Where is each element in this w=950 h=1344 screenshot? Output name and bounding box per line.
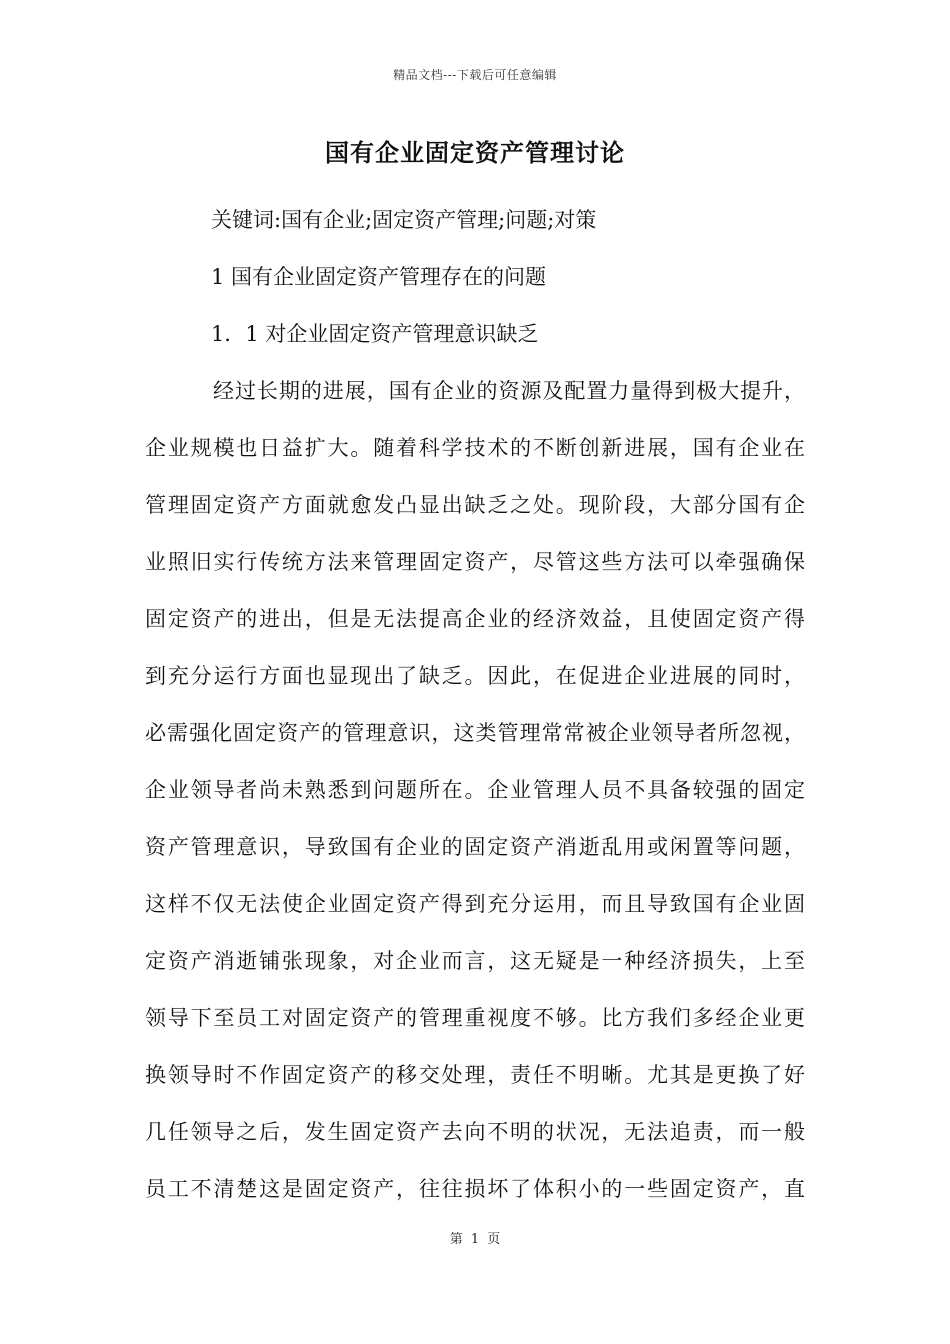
keywords-line: 关键词:国有企业;固定资产管理;问题;对策	[211, 208, 597, 232]
section-heading: 1 国有企业固定资产管理存在的问题	[211, 265, 547, 289]
paragraph-line: 资产管理意识，导致国有企业的固定资产消逝乱用或闲置等问题，	[145, 835, 805, 859]
paragraph-line: 企业规模也日益扩大。随着科学技术的不断创新进展，国有企业在	[145, 436, 805, 460]
paragraph-line: 领导下至员工对固定资产的管理重视度不够。比方我们多经企业更	[145, 1006, 805, 1030]
paragraph-line: 经过长期的进展，国有企业的资源及配置力量得到极大提升，	[213, 379, 805, 403]
page-number: 第 1 页	[449, 1232, 501, 1247]
paragraph-line: 员工不清楚这是固定资产，往往损坏了体积小的一些固定资产，直	[145, 1177, 805, 1201]
subsection-heading: 1．1 对企业固定资产管理意识缺乏	[211, 322, 539, 346]
paragraph-line: 必需强化固定资产的管理意识，这类管理常常被企业领导者所忽视，	[145, 721, 805, 745]
paragraph-line: 定资产消逝铺张现象，对企业而言，这无疑是一种经济损失，上至	[145, 949, 805, 973]
paragraph-line: 到充分运行方面也显现出了缺乏。因此，在促进企业进展的同时，	[145, 664, 805, 688]
paragraph-line: 换领导时不作固定资产的移交处理，责任不明晰。尤其是更换了好	[145, 1063, 805, 1087]
paragraph-line: 企业领导者尚未熟悉到问题所在。企业管理人员不具备较强的固定	[145, 778, 805, 802]
paragraph-line: 管理固定资产方面就愈发凸显出缺乏之处。现阶段，大部分国有企	[145, 493, 805, 517]
document-title: 国有企业固定资产管理讨论	[325, 138, 625, 167]
paragraph-line: 几任领导之后，发生固定资产去向不明的状况，无法追责，而一般	[145, 1120, 805, 1144]
paragraph-line: 业照旧实行传统方法来管理固定资产，尽管这些方法可以牵强确保	[145, 550, 805, 574]
paragraph-line: 固定资产的进出，但是无法提高企业的经济效益，且使固定资产得	[145, 607, 805, 631]
page-header: 精品文档---下载后可任意编辑	[393, 68, 557, 82]
paragraph-line: 这样不仅无法使企业固定资产得到充分运用，而且导致国有企业固	[145, 892, 805, 916]
